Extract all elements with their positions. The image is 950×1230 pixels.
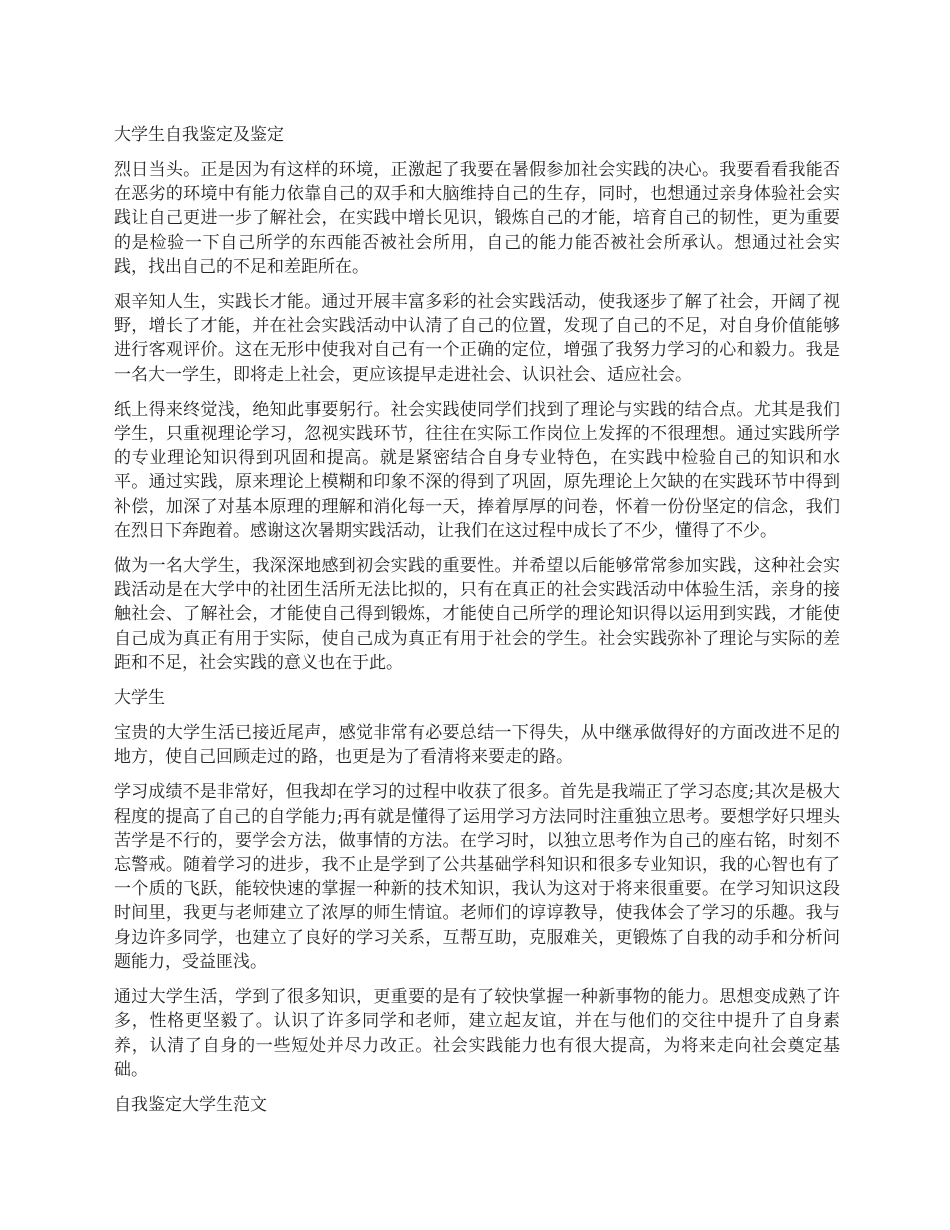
document-page bbox=[114, 123, 840, 1128]
paragraph: 烈日当头。正是因为有这样的环境，正激起了我要在暑假参加社会实践的决心。我要看看我能否在恶劣的环境中有能力依靠自己的双手和大脑维持自己的生存，同时，也想通过亲身体验社会实践让自己更进一步了解社会，在实践中增长见识，锻炼自己的才能，培育自己的韧性，更为重要的是检验一下自己所学的东西能否被社会所用，自己的能力能否被社会所承认。想通过社会实践，找出自己的不足和差距所在。 bbox=[114, 160, 840, 277]
section-heading: 大学生 bbox=[114, 688, 165, 709]
paragraph: 做为一名大学生，我深深地感到初会实践的重要性。并希望以后能够常常参加实践，这种社会实践活动是在大学中的社团生活所无法比拟的，只有在真正的社会实践活动中体验生活，亲身的接触社会、了解社会，才能使自己得到锻炼，才能使自己所学的理论知识得以运用到实践，才能使自己成为真正有用于实际，使自己成为真正有用于社会的学生。社会实践弥补了理论与实际的差距和不足，社会实践的意义也在于此。 bbox=[114, 556, 840, 673]
paragraph: 艰辛知人生，实践长才能。通过开展丰富多彩的社会实践活动，使我逐步了解了社会，开阔了视野，增长了才能，并在社会实践活动中认清了自己的位置，发现了自己的不足，对自身价值能够进行客观评价。这在无形中使我对自己有一个正确的定位，增强了我努力学习的心和毅力。我是一名大一学生，即将走上社会，更应该提早走进社会、认识社会、适应社会。 bbox=[114, 292, 840, 385]
paragraph: 通过大学生活，学到了很多知识，更重要的是有了较快掌握一种新事物的能力。思想变成熟了许多，性格更坚毅了。认识了许多同学和老师，建立起友谊，并在与他们的交往中提升了自身素养，认清了自身的一些短处并尽力改正。社会实践能力也有很大提高，为将来走向社会奠定基础。 bbox=[114, 987, 840, 1080]
section-heading: 自我鉴定大学生范文 bbox=[114, 1094, 267, 1115]
paragraph: 学习成绩不是非常好，但我却在学习的过程中收获了很多。首先是我端正了学习态度;其次是极大程度的提高了自己的自学能力;再有就是懂得了运用学习方法同时注重独立思考。要想学好只埋头苦学是不行的，要学会方法，做事情的方法。在学习时，以独立思考作为自己的座右铭，时刻不忘警戒。随着学习的进步，我不止是学到了公共基础学科知识和很多专业知识，我的心智也有了一个质的飞跃，能较快速的掌握一种新的技术知识，我认为这对于将来很重要。在学习知识这段时间里，我更与老师建立了浓厚的师生情谊。老师们的谆谆教导，使我体会了学习的乐趣。我与身边许多同学，也建立了良好的学习关系，互帮互助，克服难关，更锻炼了自我的动手和分析问题能力，受益匪浅。 bbox=[114, 782, 840, 972]
document-title: 大学生自我鉴定及鉴定 bbox=[114, 125, 284, 145]
paragraph: 宝贵的大学生活已接近尾声，感觉非常有必要总结一下得失，从中继承做得好的方面改进不足的地方，使自己回顾走过的路，也更是为了看清将来要走的路。 bbox=[114, 723, 840, 768]
paragraph: 纸上得来终觉浅，绝知此事要躬行。社会实践使同学们找到了理论与实践的结合点。尤其是我们学生，只重视理论学习，忽视实践环节，往往在实际工作岗位上发挥的不很理想。通过实践所学的专业理论知识得到巩固和提高。就是紧密结合自身专业特色，在实践中检验自己的知识和水平。通过实践，原来理论上模糊和印象不深的得到了巩固，原先理论上欠缺的在实践环节中得到补偿，加深了对基本原理的理解和消化每一天，捧着厚厚的问卷，怀着一份份坚定的信念，我们在烈日下奔跑着。感谢这次暑期实践活动，让我们在这过程中成长了不少，懂得了不少。 bbox=[114, 399, 840, 541]
